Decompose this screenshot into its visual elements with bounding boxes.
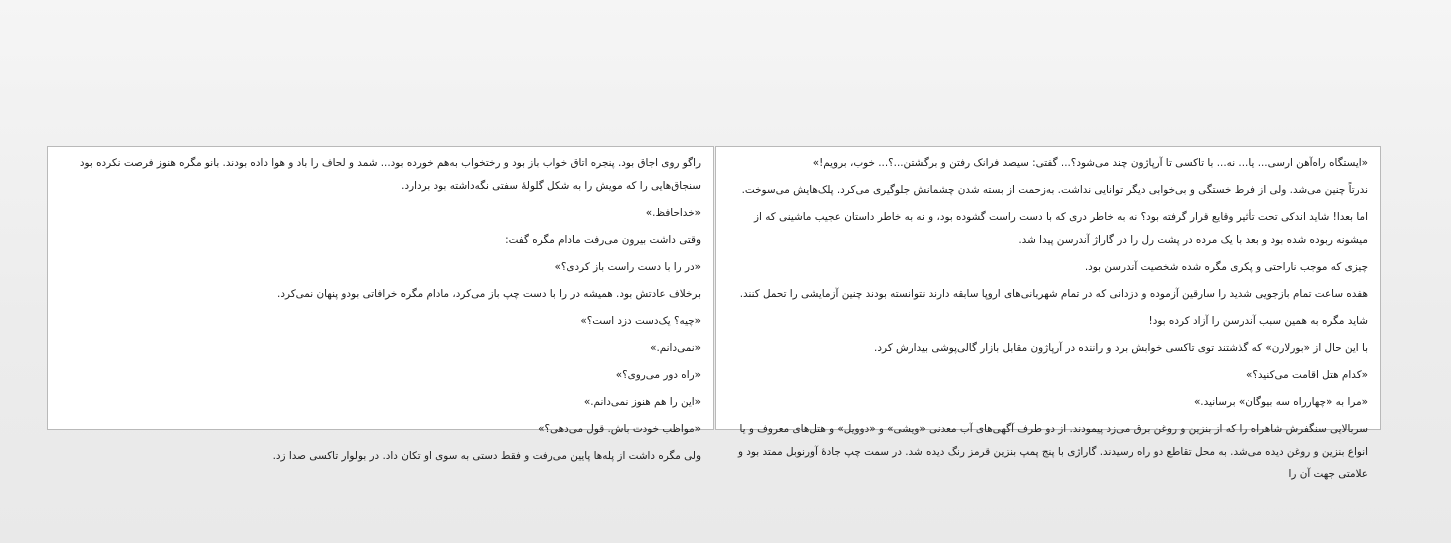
- paragraph: «مواظب خودت باش. قول می‌دهی؟»: [538, 423, 701, 436]
- paragraph: سربالایی سنگفرش شاهراه را که از بنزین و روغن برق می‌زد پیمودند. از دو طرف آگهی‌های آب معدنی «ویشی» و «دوویل» و هتل‌های معروف و یا انواع بنزین و روغن دیده می‌شد. به محل تقاطع دو راه رسیدند. گاراژی با پنج پمپ بنزین قرمز رنگ دیده شد. در سمت چپ جادهٔ آورنوبل ممتد بود و علامتی جهت آن را: [737, 423, 1368, 481]
- paragraph: هفده ساعت تمام بازجویی شدید را سارقین آزموده و دزدانی که در تمام شهربانی‌های اروپا سابقه دارند نتوانسته بودند چنین آزمایشی را تحمل کنند.: [739, 287, 1368, 300]
- paragraph: شاید مگره به همین سبب آندرسن را آزاد کرده بود!: [1148, 314, 1368, 327]
- right-page: [715, 146, 1381, 481]
- paragraph: با این حال از «بورلارن» که گذشتند توی تاکسی خوابش برد و راننده در آرپاژون مقابل بازار گالی‌پوشی بیدارش کرد.: [874, 342, 1368, 355]
- paragraph: «کدام هتل اقامت می‌کنید؟»: [1245, 369, 1368, 382]
- paragraph: اما بعدا! شاید اندکی تحت تأثیر وقایع قرار گرفته بود؟ نه به خاطر دری که با دست راست گشوده بود، و نه به خاطر داستان عجیب ماشینی که از میشونه ربوده شده بود و بعد با یک مرده در پشت رل را در گاراژ آندرسن پیدا شد.: [754, 211, 1368, 246]
- paragraph: «ایستگاه راه‌آهن ارسی... یا... نه... با تاکسی تا آرپاژون چند می‌شود؟... گفتی: سیصد فرانک رفتن و برگشتن...؟... خوب، برویم!»: [812, 157, 1368, 169]
- paragraph: برخلاف عادتش بود. همیشه در را با دست چپ باز می‌کرد، مادام مگره خرافاتی بودو پنهان نمی‌کرد.: [277, 287, 701, 300]
- paragraph: «در را با دست راست باز کردی؟»: [554, 260, 701, 273]
- paragraph: «این را هم هنوز نمی‌دانم.»: [583, 396, 701, 409]
- paragraph: راگو روی اجاق بود. پنجره اتاق خواب باز بود و رختخواب به‌هم خورده بود... شمد و لحاف را باد و هوا داده بودند. بانو مگره هنوز فرصت نکرده بود سنجاق‌هایی را که مویش را به شکل گلولهٔ سفتی نگه‌داشته بود بردارد.: [79, 157, 701, 192]
- paragraph: چیزی که موجب ناراحتی و پکری مگره شده شخصیت آندرسن بود.: [1084, 260, 1368, 273]
- paragraph: «راه دور می‌روی؟»: [615, 369, 701, 382]
- paragraph: «خداحافظ.»: [645, 206, 701, 219]
- book-spread: [47, 146, 1381, 481]
- paragraph: ندرتاً چنین می‌شد. ولی از فرط خستگی و بی‌خوابی دیگر توانایی نداشت. به‌زحمت از بسته شدن چشمانش جلوگیری می‌کرد. پلک‌هایش می‌سوخت.: [741, 184, 1368, 197]
- paragraph: «مرا به «چهارراه سه بیوگان» برسانید.»: [1193, 396, 1368, 409]
- paragraph: «نمی‌دانم.»: [650, 342, 701, 355]
- paragraph: وقتی داشت بیرون می‌رفت مادام مگره گفت:: [505, 233, 701, 246]
- paragraph: ولی مگره داشت از پله‌ها پایین می‌رفت و فقط دستی به سوی او تکان داد. در بولوار تاکسی صدا زد.: [272, 450, 701, 463]
- paragraph: «چیه؟ یک‌دست دزد است؟»: [580, 314, 701, 327]
- left-page: [47, 146, 714, 463]
